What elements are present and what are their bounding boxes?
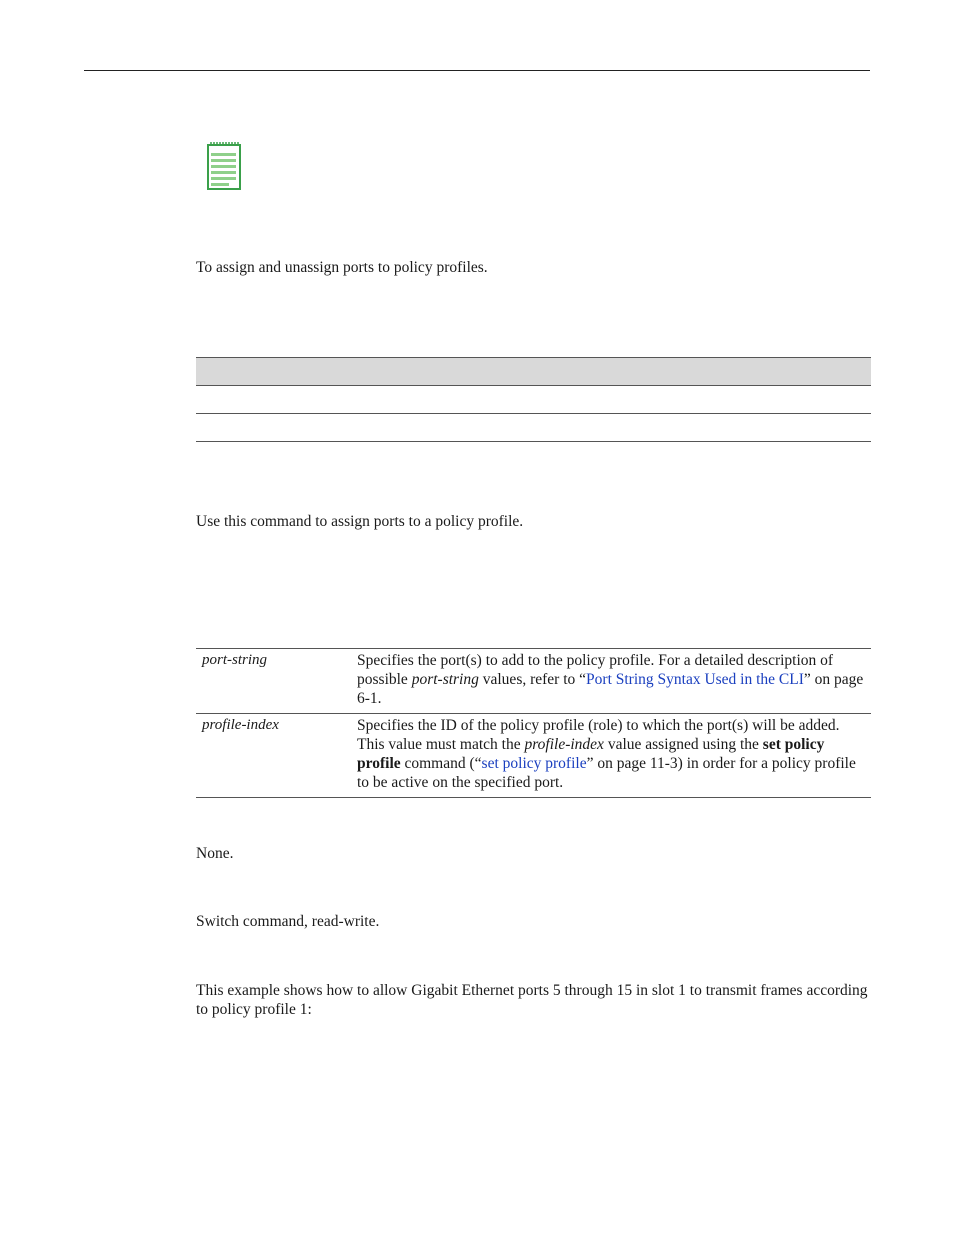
parameter-description: Specifies the port(s) to add to the policy profile. For a detailed description of possible port-string values, refer to “Port String Syntax Used in the CLI” on page 6-1. <box>351 649 871 714</box>
command-description: Use this command to assign ports to a policy profile. <box>196 513 524 530</box>
parameter-name: port-string <box>196 649 351 714</box>
command-table-header <box>196 357 871 386</box>
purpose-text: To assign and unassign ports to policy profiles. <box>196 259 488 276</box>
defaults-text: None. <box>196 845 234 862</box>
port-string-syntax-link[interactable]: Port String Syntax Used in the CLI <box>586 671 804 688</box>
parameter-row <box>196 649 871 714</box>
command-table-row <box>196 386 871 414</box>
parameter-description: Specifies the ID of the policy profile (role) to which the port(s) will be added. This value must match the profile-index value assigned using the set policy profile command (“set policy profile” on page 11-3) in order for a policy profile to be active on the specified port. <box>351 714 871 798</box>
header-rule <box>84 70 870 71</box>
note-icon <box>205 140 243 192</box>
example-text: This example shows how to allow Gigabit Ethernet ports 5 through 15 in slot 1 to transmit frames according to policy profile 1: <box>196 982 868 1018</box>
parameter-row <box>196 714 871 798</box>
command-table-row <box>196 414 871 442</box>
set-policy-profile-link[interactable]: set policy profile <box>481 755 587 772</box>
mode-text: Switch command, read-write. <box>196 913 380 930</box>
command-table <box>196 357 871 442</box>
parameter-table <box>196 648 871 798</box>
parameter-name: profile-index <box>196 714 351 798</box>
